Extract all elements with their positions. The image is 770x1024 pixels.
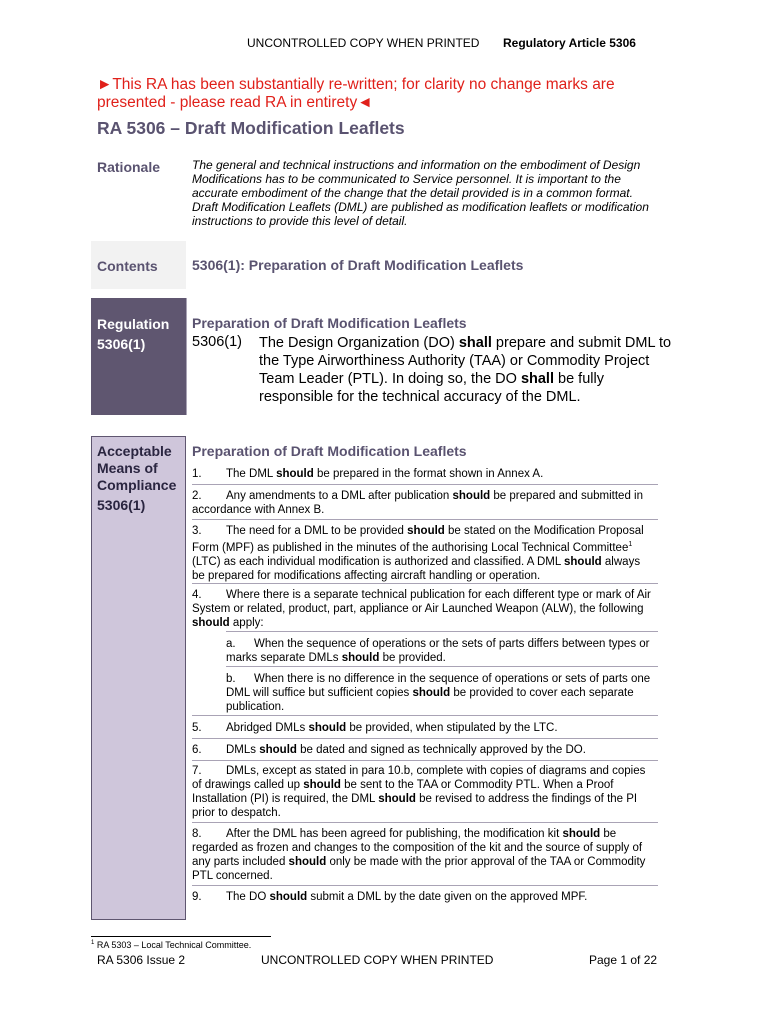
- amc-para-1: 1. The DML should be prepared in the format shown in Annex A.: [192, 468, 544, 480]
- amc-label-line2: Means of: [97, 460, 158, 476]
- rationale-label: Rationale: [97, 159, 161, 175]
- amc-heading: Preparation of Draft Modification Leaflets: [192, 443, 467, 459]
- amc-para-8: 8. After the DML has been agreed for publishing, the modification kit should be regarded as frozen and changes to the composition of the kit and the source of supply of any parts included should only be made with the prior approval of the TAA or Commodity PTL concerned.: [192, 828, 646, 882]
- separator: [226, 666, 658, 667]
- rewrite-notice: ►This RA has been substantially re-written; for clarity no change marks are presented - please read RA in entirety◄: [97, 76, 615, 111]
- amc-para-4: 4. Where there is a separate technical publication for each different type or mark of Air System or related, product, part, appliance or Air Launched Weapon (ALW), the following should apply:: [192, 589, 651, 629]
- header-article: Regulatory Article 5306: [503, 36, 636, 50]
- contents-item: 5306(1): Preparation of Draft Modification Leaflets: [192, 257, 524, 273]
- regulation-label-line2: 5306(1): [97, 336, 146, 352]
- separator: [226, 631, 658, 632]
- amc-para-9: 9. The DO should submit a DML by the date given on the approved MPF.: [192, 891, 588, 903]
- regulation-number: 5306(1): [192, 334, 242, 350]
- footnote: $^1$ RA 5303 – Local Technical Committee.: [91, 940, 252, 950]
- regulation-heading: Preparation of Draft Modification Leaflets: [192, 315, 467, 331]
- separator: [192, 715, 658, 716]
- regulation-divider: [186, 298, 187, 415]
- amc-para-4a: a. When the sequence of operations or the sets of parts differs between types or marks separate DMLs should be provided.: [226, 638, 650, 664]
- footer-issue: RA 5306 Issue 2: [97, 953, 186, 967]
- regulation-label-line1: Regulation: [97, 316, 170, 332]
- page-title: RA 5306 – Draft Modification Leaflets: [97, 118, 405, 138]
- amc-para-5: 5. Abridged DMLs should be provided, when stipulated by the LTC.: [192, 722, 558, 734]
- amc-label: [97, 443, 176, 514]
- separator: [192, 484, 658, 485]
- amc-para-3: 3. The need for a DML to be provided should be stated on the Modification Proposal Form (MPF) as published in the minutes of the authorising Local Technical Committee$^1$ (LTC) as each individual modification is authorized and classified. A DML should always be prepared for modifications affecting aircraft handling or operation.: [192, 525, 644, 582]
- footer-uncontrolled: UNCONTROLLED COPY WHEN PRINTED: [261, 953, 494, 967]
- amc-label-line3: Compliance: [97, 477, 177, 493]
- regulation-text: The Design Organization (DO) shall prepare and submit DML to the Type Airworthiness Authority (TAA) or Commodity Project Team Leader (PTL). In doing so, the DO shall be fully responsible for the technical accuracy of the DML.: [259, 335, 672, 405]
- amc-para-2: 2. Any amendments to a DML after publication should be prepared and submitted in accordance with Annex B.: [192, 490, 643, 516]
- header-uncontrolled: UNCONTROLLED COPY WHEN PRINTED: [247, 36, 480, 50]
- regulation-label: [97, 314, 169, 354]
- separator: [192, 738, 658, 739]
- separator: [192, 822, 658, 823]
- footnote-rule: [91, 936, 271, 937]
- separator: [192, 519, 658, 520]
- separator: [192, 885, 658, 886]
- separator: [192, 583, 658, 584]
- amc-para-4b: b. When there is no difference in the sequence of operations or sets of parts one DML will suffice but sufficient copies should be provided to cover each separate publication.: [226, 673, 651, 713]
- amc-para-7: 7. DMLs, except as stated in para 10.b, complete with copies of diagrams and copies of drawings called up should be sent to the TAA or Commodity PTL. When a Proof Installation (PI) is required, the DML should be revised to address the findings of the PI prior to despatch.: [192, 765, 646, 819]
- contents-label: Contents: [97, 258, 158, 274]
- amc-label-line1: Acceptable: [97, 443, 172, 459]
- amc-label-line4: 5306(1): [97, 497, 146, 513]
- rationale-text: The general and technical instructions and information on the embodiment of Design Modifications has to be communicated to Service personnel. It is important to the accurate embodiment of the change that the detail provided is in a common format. Draft Modification Leaflets (DML) are published as modification leaflets or modification instructions to provide this level of detail.: [192, 158, 649, 228]
- amc-para-6: 6. DMLs should be dated and signed as technically approved by the DO.: [192, 744, 586, 756]
- separator: [192, 760, 658, 761]
- footer-page-number: Page 1 of 22: [589, 953, 658, 967]
